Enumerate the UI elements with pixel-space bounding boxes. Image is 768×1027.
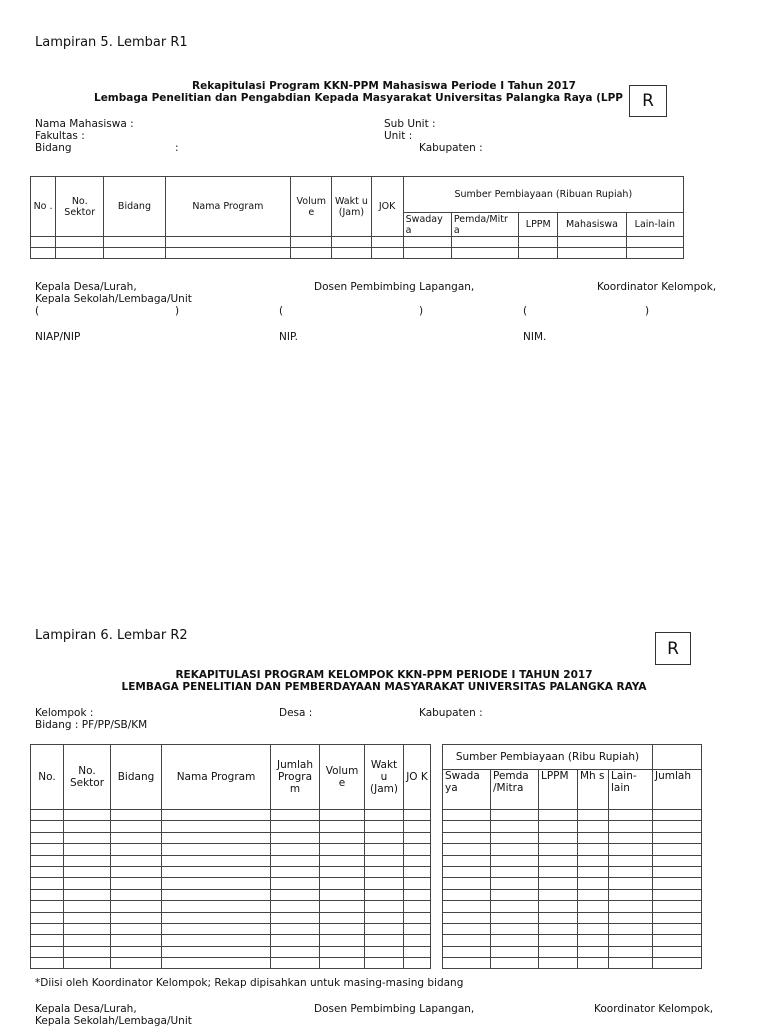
r1-paren-open-1: ( bbox=[35, 305, 40, 317]
r1-sign-koord: Koordinator Kelompok, bbox=[597, 281, 717, 293]
r2-th-nama-program: Nama Program bbox=[162, 745, 271, 810]
r1-field-bidang-colon: : bbox=[175, 142, 179, 154]
table-row bbox=[31, 923, 431, 934]
r1-sign-niap: NIAP/NIP bbox=[35, 331, 81, 343]
r1-table bbox=[30, 176, 684, 259]
r2-field-bidang: Bidang : PF/PP/SB/KM bbox=[35, 719, 148, 731]
table-row bbox=[31, 878, 431, 889]
r1-th-sektor: No. Sektor bbox=[56, 177, 104, 237]
table-row bbox=[443, 901, 702, 912]
r1-sign-kasek: Kepala Sekolah/Lembaga/Unit bbox=[35, 293, 192, 305]
table-row bbox=[443, 855, 702, 866]
table-row bbox=[443, 866, 702, 877]
r2-sign-dosen: Dosen Pembimbing Lapangan, bbox=[314, 1003, 475, 1015]
r1-field-unit: Unit : bbox=[384, 130, 413, 142]
r2-th-volume: Volum e bbox=[320, 745, 365, 810]
r1-title-line2 bbox=[94, 92, 641, 104]
r2-th-lainlain: Lain- lain bbox=[609, 770, 653, 810]
r1-title-line2-text: Lembaga Penelitian dan Pengabdian Kepada Masyarakat Universitas Palangka Raya (LPP bbox=[94, 92, 623, 104]
table-row bbox=[31, 912, 431, 923]
r2-th-mhs: Mh s bbox=[578, 770, 609, 810]
r2-footnote: *Diisi oleh Koordinator Kelompok; Rekap dipisahkan untuk masing-masing bidang bbox=[35, 977, 464, 989]
r1-sign-nim: NIM. bbox=[523, 331, 547, 343]
table-row bbox=[443, 889, 702, 900]
table-row bbox=[31, 237, 684, 248]
r2-th-sumber: Sumber Pembiayaan (Ribu Rupiah) bbox=[443, 745, 653, 770]
r1-sign-kades: Kepala Desa/Lurah, bbox=[35, 281, 137, 293]
r2-field-kabupaten: Kabupaten : bbox=[419, 707, 483, 719]
r1-th-nama-program: Nama Program bbox=[165, 177, 291, 237]
r2-left-table bbox=[30, 744, 431, 969]
r1-field-subunit: Sub Unit : bbox=[384, 118, 436, 130]
table-row bbox=[443, 958, 702, 969]
r2-th-pemda: Pemda /Mitra bbox=[491, 770, 539, 810]
r1-sign-nip: NIP. bbox=[279, 331, 298, 343]
r2-th-jumlah: Jumlah Progra m bbox=[271, 745, 320, 810]
r1-th-waktu: Wakt u (Jam) bbox=[332, 177, 371, 237]
r1-field-nama: Nama Mahasiswa : bbox=[35, 118, 134, 130]
table-row bbox=[443, 832, 702, 843]
r2-sign-kasek: Kepala Sekolah/Lembaga/Unit bbox=[35, 1015, 192, 1027]
table-row bbox=[443, 878, 702, 889]
r2-th-swadaya: Swada ya bbox=[443, 770, 491, 810]
table-row bbox=[443, 923, 702, 934]
table-row bbox=[31, 821, 431, 832]
table-row bbox=[31, 810, 431, 821]
table-row bbox=[31, 248, 684, 259]
r1-th-swadaya: Swaday a bbox=[403, 213, 451, 237]
r1-th-lainlain: Lain-lain bbox=[626, 213, 683, 237]
r1-field-bidang-label: Bidang bbox=[35, 142, 72, 154]
r1-th-lppm: LPPM bbox=[519, 213, 558, 237]
r2-code-box-label: R bbox=[667, 638, 679, 659]
table-row bbox=[31, 832, 431, 843]
r2-heading: Lampiran 6. Lembar R2 bbox=[35, 628, 188, 643]
r1-th-mahasiswa: Mahasiswa bbox=[558, 213, 626, 237]
table-row bbox=[31, 901, 431, 912]
r1-paren-open-3: ( bbox=[523, 305, 528, 317]
table-row bbox=[443, 821, 702, 832]
r1-field-kabupaten: Kabupaten : bbox=[419, 142, 483, 154]
table-row bbox=[31, 889, 431, 900]
table-row bbox=[443, 912, 702, 923]
r2-sign-kades: Kepala Desa/Lurah, bbox=[35, 1003, 137, 1015]
table-row bbox=[31, 844, 431, 855]
r1-title-line1: Rekapitulasi Program KKN-PPM Mahasiswa Periode I Tahun 2017 bbox=[192, 80, 576, 92]
r2-th-bidang: Bidang bbox=[111, 745, 162, 810]
r1-th-volume: Volum e bbox=[291, 177, 332, 237]
r1-th-pemda: Pemda/Mitr a bbox=[451, 213, 518, 237]
r2-title-line1: REKAPITULASI PROGRAM KELOMPOK KKN-PPM PERIODE I TAHUN 2017 bbox=[175, 669, 593, 681]
r2-field-desa: Desa : bbox=[279, 707, 313, 719]
r1-field-fakultas: Fakultas : bbox=[35, 130, 85, 142]
r2-title-line2: LEMBAGA PENELITIAN DAN PEMBERDAYAAN MASYARAKAT UNIVERSITAS PALANGKA RAYA bbox=[121, 681, 647, 693]
r1-code-box-label: R bbox=[642, 91, 654, 111]
table-row bbox=[443, 810, 702, 821]
r2-th-sektor: No. Sektor bbox=[64, 745, 111, 810]
r2-code-box bbox=[655, 632, 691, 665]
r1-paren-open-2: ( bbox=[279, 305, 284, 317]
r1-paren-close-1: ) bbox=[175, 305, 180, 317]
r1-th-jok: JOK bbox=[371, 177, 403, 237]
table-row bbox=[443, 935, 702, 946]
r2-th-waktu: Wakt u (Jam) bbox=[365, 745, 404, 810]
r2-th-jok: JO K bbox=[404, 745, 431, 810]
r2-right-table bbox=[442, 744, 702, 969]
table-row bbox=[443, 946, 702, 957]
table-row bbox=[31, 958, 431, 969]
r1-paren-close-2: ) bbox=[419, 305, 424, 317]
r1-th-no: No . bbox=[31, 177, 56, 237]
r2-th-lppm: LPPM bbox=[539, 770, 578, 810]
r1-sign-dosen: Dosen Pembimbing Lapangan, bbox=[314, 281, 475, 293]
table-row bbox=[31, 946, 431, 957]
r1-heading: Lampiran 5. Lembar R1 bbox=[35, 35, 188, 50]
r2-th-no: No. bbox=[31, 745, 64, 810]
r2-th-jumlah: Jumlah bbox=[653, 770, 702, 810]
table-row bbox=[31, 935, 431, 946]
table-row bbox=[31, 866, 431, 877]
table-row bbox=[31, 855, 431, 866]
r2-field-kelompok: Kelompok : bbox=[35, 707, 94, 719]
r1-paren-close-3: ) bbox=[645, 305, 650, 317]
r1-th-bidang: Bidang bbox=[104, 177, 165, 237]
r1-th-sumber: Sumber Pembiayaan (Ribuan Rupiah) bbox=[403, 177, 683, 213]
r2-sign-koord: Koordinator Kelompok, bbox=[594, 1003, 714, 1015]
table-row bbox=[443, 844, 702, 855]
r1-code-box bbox=[629, 85, 667, 117]
